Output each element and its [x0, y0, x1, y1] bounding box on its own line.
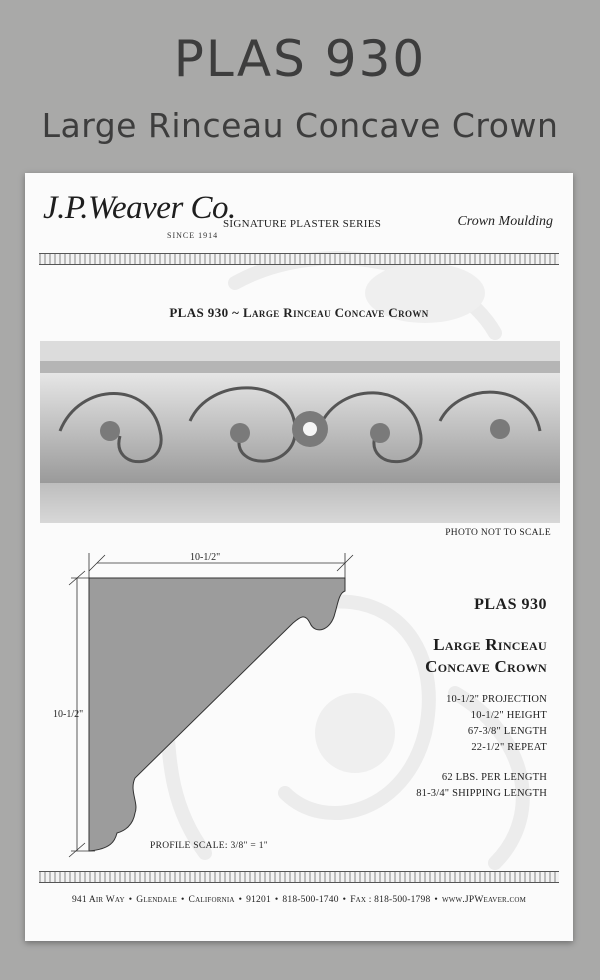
spec-item: 10-1/2" PROJECTION — [446, 694, 547, 705]
height-dimension-label: 10-1/2" — [53, 709, 84, 720]
company-logo: J.P.Weaver Co. — [43, 190, 236, 226]
spec-block — [416, 596, 547, 802]
sheet-title: PLAS 930 ~ Large Rinceau Concave Crown — [169, 305, 429, 320]
spec-name-line2: Concave Crown — [425, 657, 547, 676]
ornamental-band-bottom — [39, 871, 559, 883]
spec-code: PLAS 930 — [474, 596, 547, 613]
width-dimension-label: 10-1/2" — [190, 552, 221, 563]
since-label: SINCE 1914 — [167, 231, 219, 240]
footer-phone: 818-500-1740 — [282, 895, 339, 905]
photo-note: PHOTO NOT TO SCALE — [445, 528, 551, 538]
category-label: Crown Moulding — [457, 214, 553, 229]
spec-item: 67-3/8" LENGTH — [467, 726, 547, 737]
product-name-heading: Large Rinceau Concave Crown — [41, 106, 559, 145]
product-code-heading: PLAS 930 — [173, 30, 427, 88]
spec-name — [416, 634, 547, 678]
footer-contact: 941 Air Way • Glendale • California • 91201 • 818-500-1740 • Fax : 818-500-1798 • www.JPWeaver.com — [71, 895, 527, 905]
spec-item: 22-1/2" REPEAT — [471, 742, 547, 753]
footer-fax: Fax : 818-500-1798 — [350, 895, 431, 905]
spec-sheet — [25, 173, 573, 941]
footer-address: 941 Air Way — [71, 895, 125, 905]
spec-item: 81-3/4" SHIPPING LENGTH — [416, 788, 547, 799]
spec-dimensions-list — [416, 692, 547, 756]
footer-zip: 91201 — [246, 895, 271, 905]
spec-item: 10-1/2" HEIGHT — [470, 710, 547, 721]
series-label: SIGNATURE PLASTER SERIES — [223, 218, 382, 230]
profile-scale-label: PROFILE SCALE: 3/8" = 1" — [150, 841, 268, 851]
footer-state: California — [188, 895, 235, 905]
spec-weight-list — [416, 770, 547, 802]
spec-item: 62 LBS. PER LENGTH — [441, 772, 547, 783]
footer-city: Glendale — [136, 895, 178, 905]
spec-name-line1: Large Rinceau — [433, 635, 547, 654]
footer-website-link[interactable]: www.JPWeaver.com — [441, 895, 527, 905]
profile-drawing — [25, 173, 573, 941]
